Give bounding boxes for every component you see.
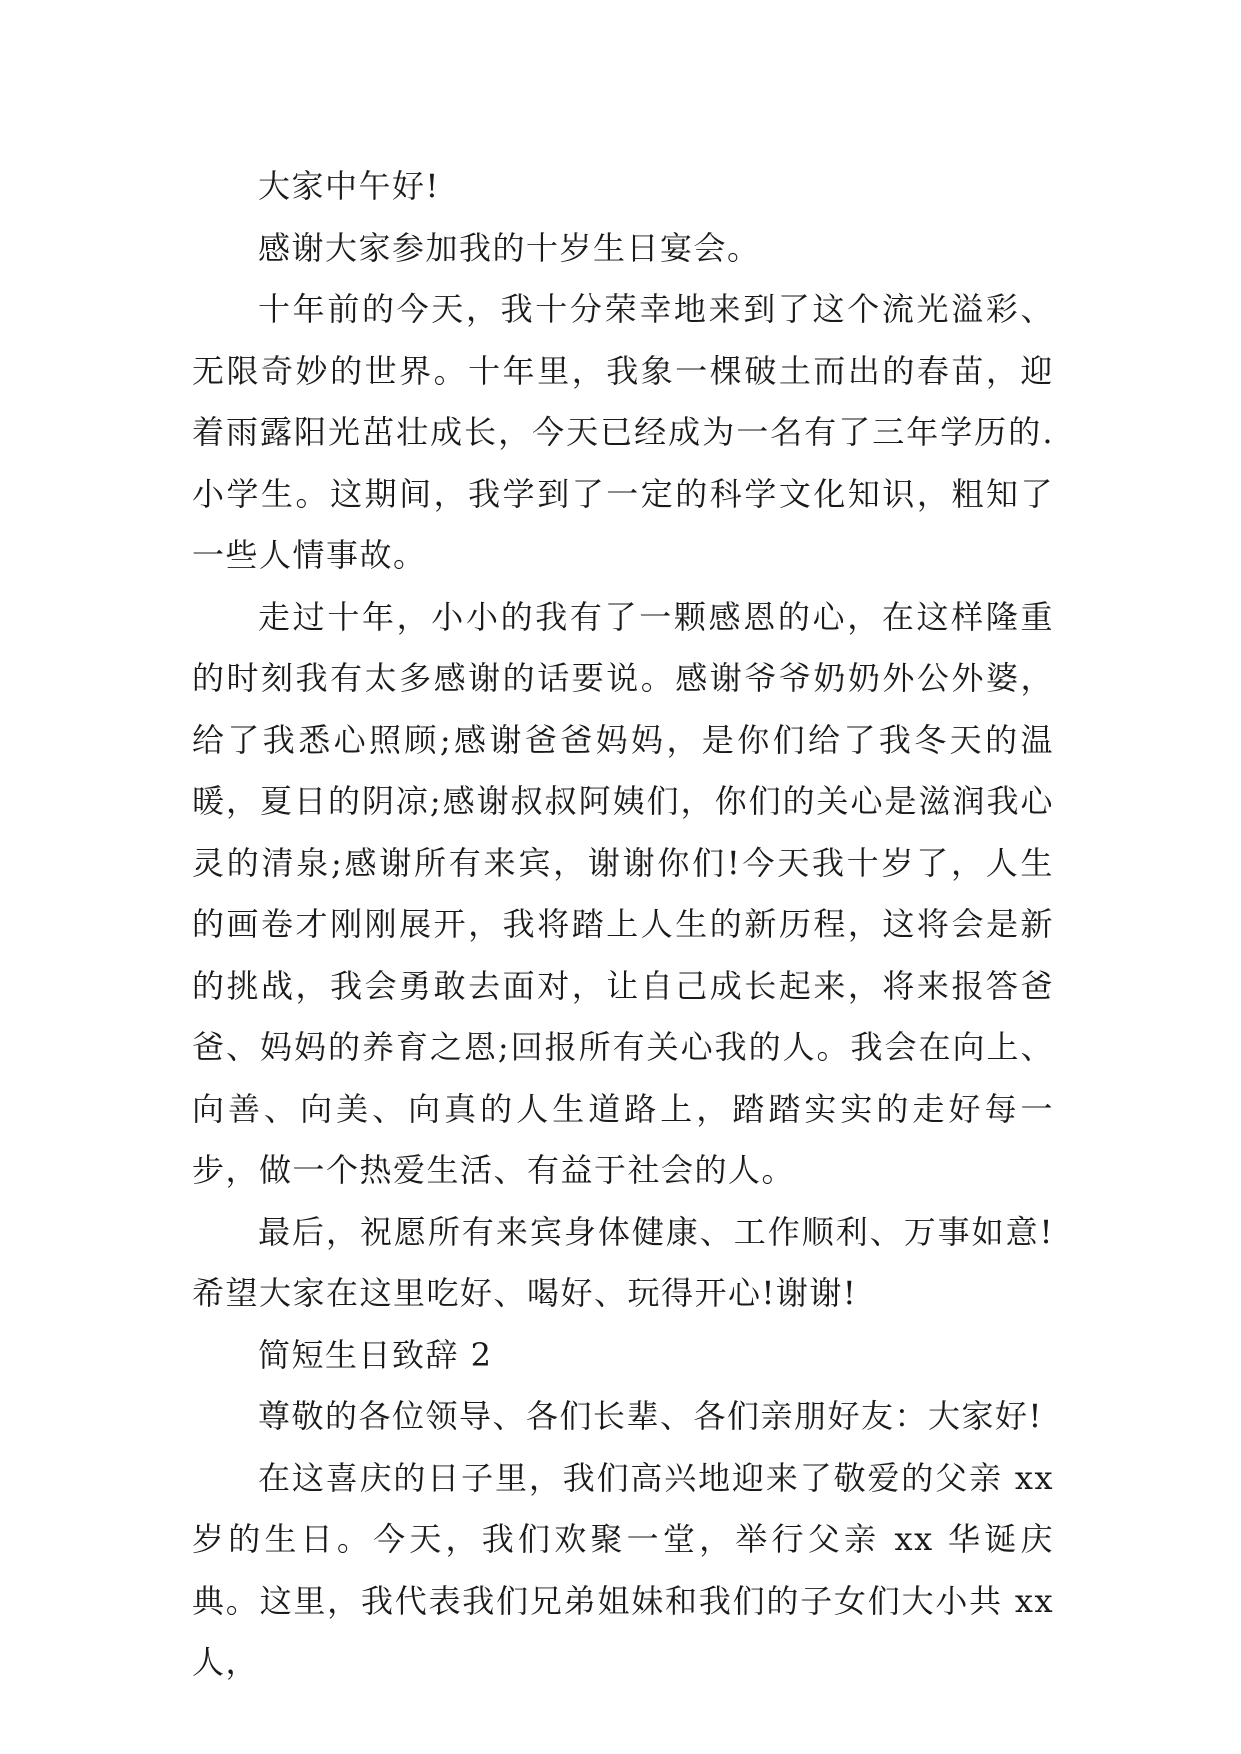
- paragraph-closing-wishes: 最后，祝愿所有来宾身体健康、工作顺利、万事如意!希望大家在这里吃好、喝好、玩得开心!谢谢!: [192, 1212, 1054, 1312]
- paragraph-father-birthday: 在这喜庆的日子里，我们高兴地迎来了敬爱的父亲 xx 岁的生日。今天，我们欢聚一堂，举行父亲 xx 华诞庆典。这里，我代表我们兄弟姐妹和我们的子女们大小共 xx 人，: [192, 1458, 1054, 1681]
- paragraph-greeting: 大家中午好!: [258, 167, 440, 205]
- paragraph-gratitude: 走过十年，小小的我有了一颗感恩的心，在这样隆重的时刻我有太多感谢的话要说。感谢爷爷奶奶外公外婆，给了我悉心照顾;感谢爸爸妈妈，是你们给了我冬天的温暖，夏日的阴凉;感谢叔叔阿姨们，你们的关心是滋润我心灵的清泉;感谢所有来宾，谢谢你们!今天我十岁了，人生的画卷才刚刚展开，我将踏上人生的新历程，这将会是新的挑战，我会勇敢去面对，让自己成长起来，将来报答爸爸、妈妈的养育之恩;回报所有关心我的人。我会在向上、向善、向美、向真的人生道路上，踏踏实实的走好每一步，做一个热爱生活、有益于社会的人。: [192, 597, 1054, 1189]
- paragraph-ten-years-ago: 十年前的今天，我十分荣幸地来到了这个流光溢彩、无限奇妙的世界。十年里，我象一棵破土而出的春苗，迎着雨露阳光茁壮成长，今天已经成为一名有了三年学历的.小学生。这期间，我学到了一定的科学文化知识，粗知了一些人情事故。: [192, 290, 1054, 574]
- paragraph-salutation: 尊敬的各位领导、各们长辈、各们亲朋好友：大家好!: [258, 1397, 1043, 1435]
- paragraph-thanks: 感谢大家参加我的十岁生日宴会。: [258, 228, 761, 267]
- section-heading: 简短生日致辞 2: [258, 1335, 493, 1374]
- document-body: [192, 156, 1054, 1694]
